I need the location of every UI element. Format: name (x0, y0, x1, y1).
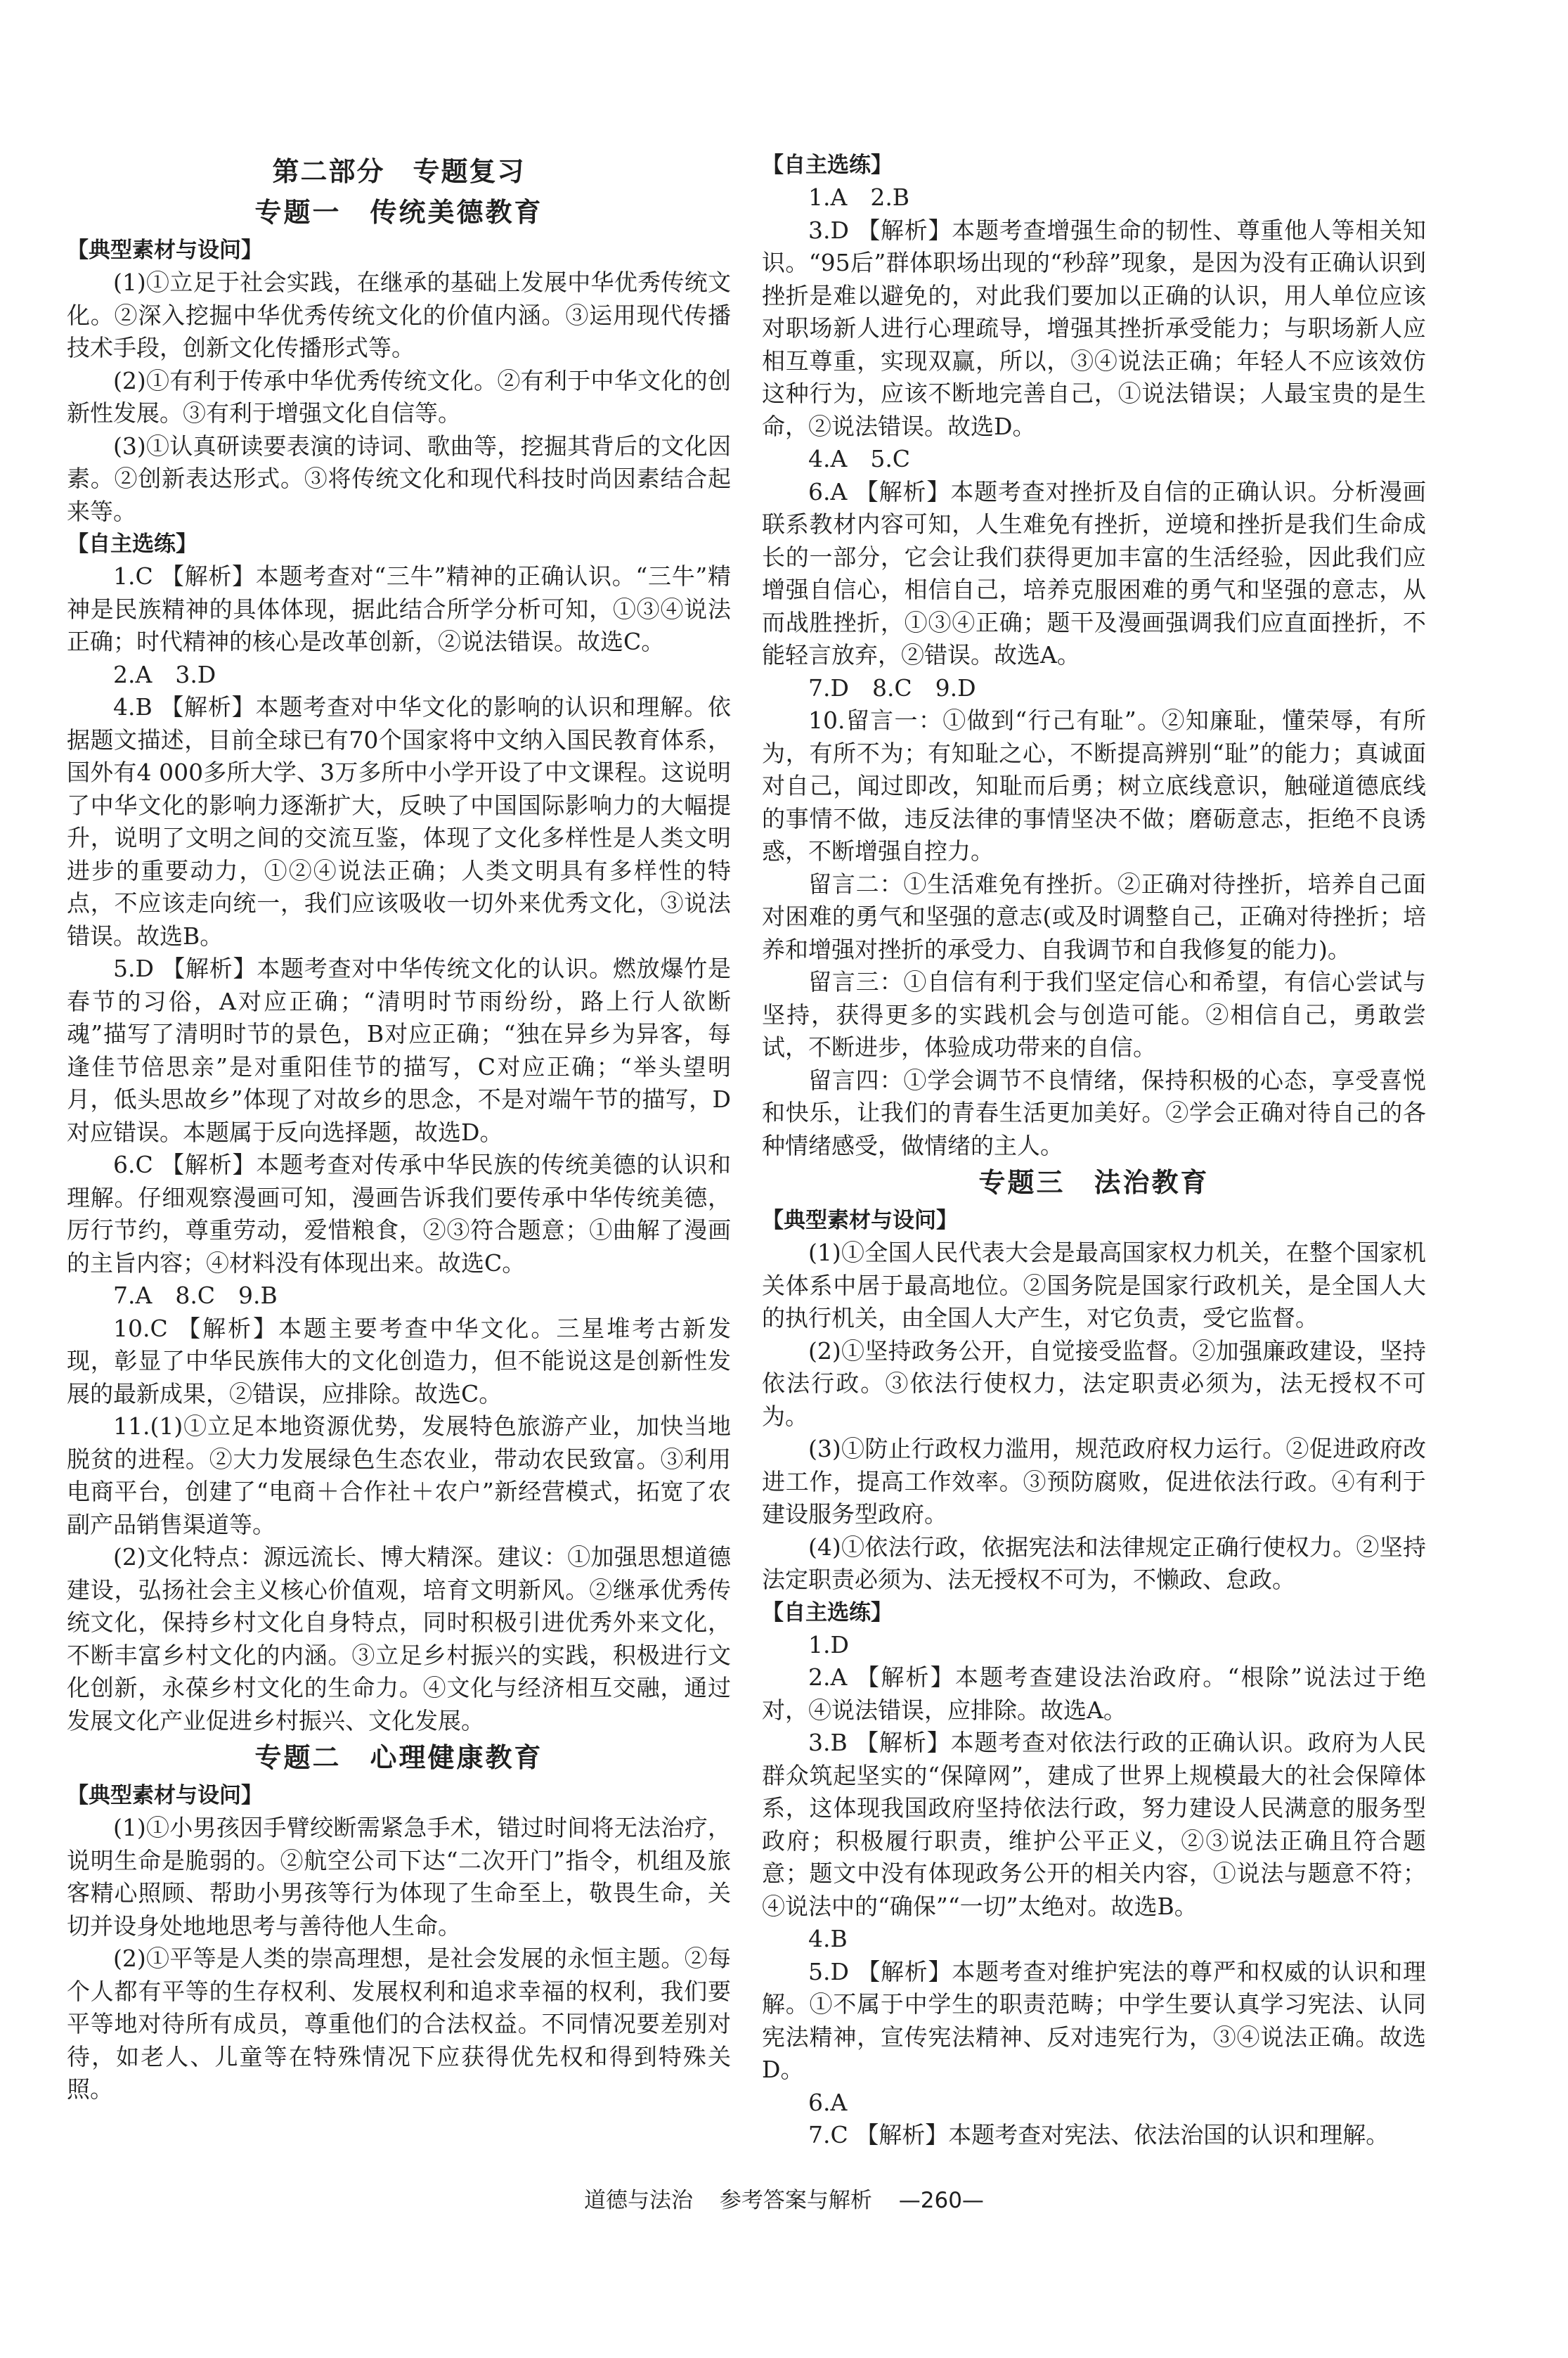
topic1-section2-heading: 【自主选练】 (67, 531, 197, 557)
answer-item: 6.A 【解析】本题考查对挫折及自信的正确认识。分析漫画联系教材内容可知，人生难免有挫折，逆境和挫折是我们生命成长的一部分，它会让我们获得更加丰富的生活经验，因此我们应增强自信心，相信自己，培养克服困难的勇气和坚强的意志，从而战胜挫折，①③④正确；题干及漫画强调我们应直面挫折，不能轻言放弃，②错误。故选A。 (762, 477, 1426, 669)
paragraph: (1)①小男孩因手臂绞断需紧急手术，错过时间将无法治疗，说明生命是脆弱的。②航空公司下达“二次开门”指令，机组及旅客精心照顾、帮助小男孩等行为体现了生命至上，敬畏生命，关切并设身处地地思考与善待他人生命。 (67, 1814, 731, 1940)
left-column (67, 151, 731, 2106)
paragraph: (2)①有利于传承中华优秀传统文化。②有利于中华文化的创新性发展。③有利于增强文化自信等。 (67, 366, 731, 427)
answer-item: 2.A 【解析】本题考查建设法治政府。“根除”说法过于绝对，④说法错误，应排除。故选A。 (762, 1663, 1426, 1724)
answer-item: 5.D 【解析】本题考查对维护宪法的尊严和权威的认识和理解。①不属于中学生的职责范畴；中学生要认真学习宪法、认同宪法精神，宣传宪法精神、反对违宪行为，③④说法正确。故选D。 (762, 1957, 1426, 2083)
topic1-section1-heading: 【典型素材与设问】 (67, 238, 263, 263)
topic2-section2-heading: 【自主选练】 (762, 153, 893, 178)
topic1-title: 专题一 传统美德教育 (254, 197, 543, 228)
answer-item: 6.C 【解析】本题考查对传承中华民族的传统美德的认识和理解。仔细观察漫画可知，漫画告诉我们要传承中华传统美德，厉行节约，尊重劳动，爱惜粮食，②③符合题意；①曲解了漫画的主旨内容；④材料没有体现出来。故选C。 (67, 1151, 731, 1277)
answer-item: 1.A 2.B (808, 183, 910, 211)
topic3-section1-heading: 【典型素材与设问】 (762, 1208, 958, 1233)
footer-title: 参考答案与解析 (719, 2188, 872, 2213)
answer-item: 7.D 8.C 9.D (808, 674, 976, 702)
footer-subject: 道德与法治 (584, 2188, 694, 2213)
answer-item: 1.D (808, 1630, 849, 1658)
paragraph: (1)①立足于社会实践，在继承的基础上发展中华优秀传统文化。②深入挖掘中华优秀传统文化的价值内涵。③运用现代传播技术手段，创新文化传播形式等。 (67, 269, 731, 361)
answer-item: 5.D 【解析】本题考查对中华传统文化的认识。燃放爆竹是春节的习俗，A对应正确；“清明时节雨纷纷，路上行人欲断魂”描写了清明时节的景色，B对应正确；“独在异乡为异客，每逢佳节倍思亲”是对重阳佳节的描写，C对应正确；“举头望明月，低头思故乡”体现了对故乡的思念，不是对端午节的描写，D对应错误。本题属于反向选择题，故选D。 (67, 955, 731, 1146)
paragraph: (4)①依法行政，依据宪法和法律规定正确行使权力。②坚持法定职责必须为、法无授权不可为，不懒政、怠政。 (762, 1533, 1426, 1593)
paragraph: (3)①认真研读要表演的诗词、歌曲等，挖掘其背后的文化因素。②创新表达形式。③将传统文化和现代科技时尚因素结合起来等。 (67, 432, 731, 525)
answer-item: 1.C 【解析】本题考查对“三牛”精神的正确认识。“三牛”精神是民族精神的具体体现，据此结合所学分析可知，①③④说法正确；时代精神的核心是改革创新，②说法错误。故选C。 (67, 562, 731, 655)
topic2-section1-heading: 【典型素材与设问】 (67, 1783, 263, 1808)
topic3-section2-heading: 【自主选练】 (762, 1599, 893, 1625)
answer-item: 10.C 【解析】本题主要考查中华文化。三星堆考古新发现，彰显了中华民族伟大的文化创造力，但不能说这是创新性发展的最新成果，②错误，应排除。故选C。 (67, 1314, 731, 1407)
paragraph: (2)①平等是人类的崇高理想，是社会发展的永恒主题。②每个人都有平等的生存权利、发展权利和追求幸福的权利，我们要平等地对待所有成员，尊重他们的合法权益。不同情况要差别对待，如老人、儿童等在特殊情况下应获得优先权和得到特殊关照。 (67, 1945, 731, 2103)
answer-item: 2.A 3.D (113, 660, 216, 688)
paragraph: (3)①防止行政权力滥用，规范政府权力运行。②促进政府改进工作，提高工作效率。③预防腐败，促进依法行政。④有利于建设服务型政府。 (762, 1435, 1426, 1528)
answer-item: 11.(1)①立足本地资源优势，发展特色旅游产业，加快当地脱贫的进程。②大力发展绿色生态农业，带动农民致富。③利用电商平台，创建了“电商＋合作社＋农户”新经营模式，拓宽了农副产品销售渠道等。 (67, 1412, 731, 1538)
answer-item: 4.B 【解析】本题考查对中华文化的影响的认识和理解。依据题文描述，目前全球已有70个国家将中文纳入国民教育体系，国外有4 000多所大学、3万多所中小学开设了中文课程。这说明了中华文化的影响力逐渐扩大，反映了中国国际影响力的大幅提升，说明了文明之间的交流互鉴，体现了文化多样性是人类文明进步的重要动力，①②④说法正确；人类文明具有多样性的特点，不应该走向统一，我们应该吸收一切外来优秀文化，③说法错误。故选B。 (67, 693, 731, 950)
answer-item: 4.A 5.C (808, 445, 911, 472)
answer-item: 4.B (808, 1925, 848, 1952)
page-footer (0, 2182, 1568, 2214)
paragraph: (2)①坚持政务公开，自觉接受监督。②加强廉政建设，坚持依法行政。③依法行使权力，法定职责必须为，法无授权不可为。 (762, 1336, 1426, 1430)
answer-item: 留言二：①生活难免有挫折。②正确对待挫折，培养自己面对困难的勇气和坚强的意志(或及时调整自己，正确对待挫折；培养和增强对挫折的承受力、自我调节和自我修复的能力)。 (762, 870, 1426, 963)
right-column (762, 149, 1426, 2152)
answer-item: 留言三：①自信有利于我们坚定信心和希望，有信心尝试与坚持，获得更多的实践机会与创造可能。②相信自己，勇敢尝试，不断进步，体验成功带来的自信。 (762, 968, 1426, 1061)
answer-item: 6.A (808, 2088, 848, 2116)
paragraph: (1)①全国人民代表大会是最高国家权力机关，在整个国家机关体系中居于最高地位。②国务院是国家行政机关，是全国人大的执行机关，由全国人大产生，对它负责，受它监督。 (762, 1239, 1426, 1332)
answer-item: 7.C 【解析】本题考查对宪法、依法治国的认识和理解。 (808, 2121, 1389, 2148)
answer-item: 3.D 【解析】本题考查增强生命的韧性、尊重他人等相关知识。“95后”群体职场出现的“秒辞”现象，是因为没有正确认识到挫折是难以避免的，对此我们要加以正确的认识，用人单位应该对职场新人进行心理疏导，增强其挫折承受能力；与职场新人应相互尊重，实现双赢，所以，③④说法正确；年轻人不应该效仿这种行为，应该不断地完善自己，①说法错误；人最宝贵的是生命，②说法错误。故选D。 (762, 216, 1426, 440)
topic2-title: 专题二 心理健康教育 (254, 1742, 543, 1773)
page-number: —260— (898, 2188, 984, 2213)
part-title: 第二部分 专题复习 (272, 156, 526, 187)
answer-item: 3.B 【解析】本题考查对依法行政的正确认识。政府为人民群众筑起坚实的“保障网”，建成了世界上规模最大的社会保障体系，这体现我国政府坚持依法行政，努力建设人民满意的服务型政府；积极履行职责，维护公平正义，②③说法正确且符合题意；题文中没有体现政务公开的相关内容，①说法与题意不符；④说法中的“确保”“一切”太绝对。故选B。 (762, 1729, 1426, 1920)
answer-item: 留言四：①学会调节不良情绪，保持积极的心态，享受喜悦和快乐，让我们的青春生活更加美好。②学会正确对待自己的各种情绪感受，做情绪的主人。 (762, 1066, 1426, 1159)
answer-item: 10.留言一：①做到“行己有耻”。②知廉耻，懂荣辱，有所为，有所不为；有知耻之心，不断提高辨别“耻”的能力；真诚面对自己，闻过即改，知耻而后勇；树立底线意识，触碰道德底线的事情不做，违反法律的事情坚决不做；磨砺意志，拒绝不良诱惑，不断增强自控力。 (762, 707, 1426, 865)
answer-item: 7.A 8.C 9.B (113, 1282, 278, 1309)
topic3-title: 专题三 法治教育 (978, 1167, 1210, 1198)
answer-item: (2)文化特点：源远流长、博大精深。建议：①加强思想道德建设，弘扬社会主义核心价值观，培育文明新风。②继承优秀传统文化，保持乡村文化自身特点，同时积极引进优秀外来文化，不断丰富乡村文化的内涵。③立足乡村振兴的实践，积极进行文化创新，永葆乡村文化的生命力。④文化与经济相互交融，通过发展文化产业促进乡村振兴、文化发展。 (67, 1543, 731, 1734)
